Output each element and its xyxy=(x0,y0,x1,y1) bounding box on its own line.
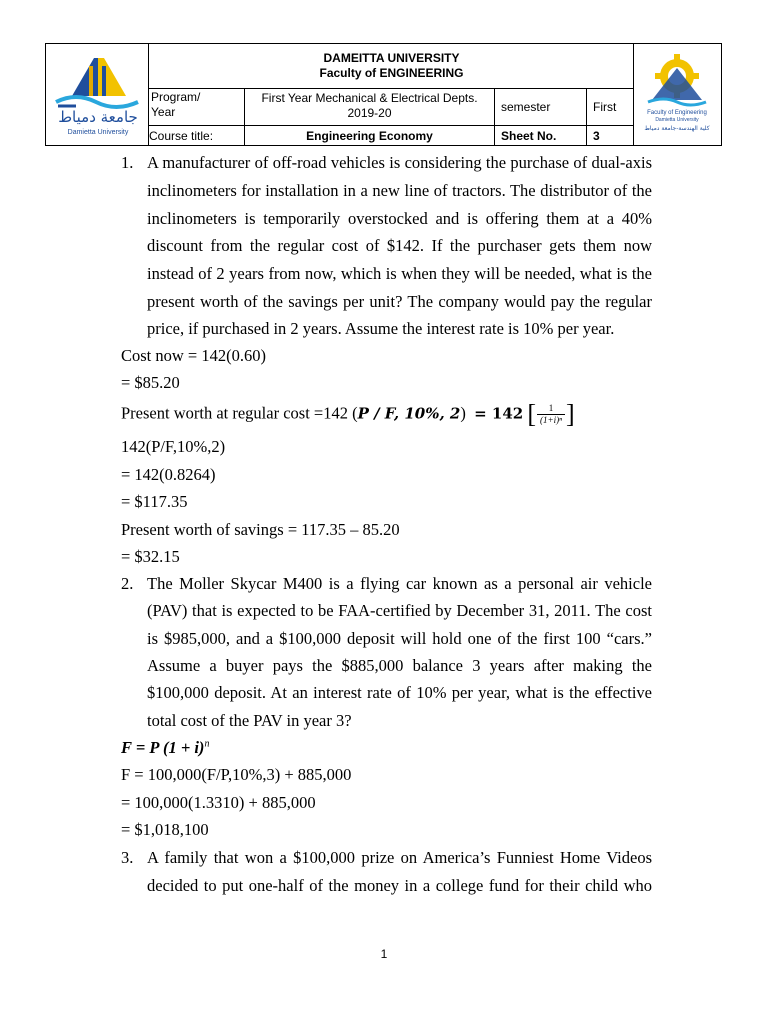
sheet-label: Sheet No. xyxy=(501,129,557,143)
question-line: is $985,000, and a $100,000 deposit will hold one of the first 100 “cars.” xyxy=(147,629,652,648)
solution-line: = $85.20 xyxy=(121,373,180,392)
table-divider xyxy=(586,88,587,145)
fraction-numerator: 1 xyxy=(537,403,565,415)
page-number: 1 xyxy=(380,947,388,961)
formula-exponent: n xyxy=(204,738,210,750)
svg-text:جامعة دمياط: جامعة دمياط xyxy=(58,108,138,126)
table-divider xyxy=(148,88,633,89)
fraction-denominator: (1+i)ⁿ xyxy=(540,415,562,425)
question-line: (PAV) that is expected to be FAA-certified by December 31, 2011. The cost xyxy=(147,601,652,620)
program-label: Program/ Year xyxy=(151,90,201,119)
solution-line: = $117.35 xyxy=(121,492,188,511)
program-value: First Year Mechanical & Electrical Depts. 2019-20 xyxy=(261,91,478,120)
formula-factor: P / F, 10%, 2 xyxy=(357,404,461,423)
question-line: present worth of the savings per unit? The company would pay the regular xyxy=(147,292,652,311)
formula-suffix: ) xyxy=(460,403,466,423)
svg-text:Damietta University: Damietta University xyxy=(655,117,699,123)
solution-line: Cost now = 142(0.60) xyxy=(121,346,266,365)
university-logo xyxy=(46,44,149,147)
question-number: 2. xyxy=(121,574,134,593)
solution-line: Present worth of savings = 117.35 – 85.20 xyxy=(121,520,400,539)
university-name: DAMEITTA UNIVERSITY xyxy=(323,51,460,65)
question-line: total cost of the PAV in year 3? xyxy=(147,711,352,730)
fp-formula xyxy=(121,738,209,758)
question-line: inclinometers is temporarily overstocked and is offering them at a 40% xyxy=(147,209,652,228)
faculty-logo xyxy=(634,44,721,147)
formula-prefix: Present worth at regular cost =142 ( xyxy=(121,403,358,423)
faculty-name: Faculty of ENGINEERING xyxy=(319,66,464,80)
svg-text:كلية الهندسة-جامعة دمياط: كلية الهندسة-جامعة دمياط xyxy=(644,125,710,132)
course-value: Engineering Economy xyxy=(306,129,433,143)
present-worth-formula-line xyxy=(121,399,575,429)
question-line: decided to put one-half of the money in a college fund for their child who xyxy=(147,876,652,895)
question-number: 1. xyxy=(121,153,134,172)
question-line: A manufacturer of off-road vehicles is considering the purchase of dual-axis xyxy=(147,153,652,172)
formula-eq: = 142 xyxy=(474,404,524,423)
question-line: price, if purchased in 2 years. Assume the interest rate is 10% per year. xyxy=(147,319,615,338)
formula-text: F = P (1 + i) xyxy=(121,738,205,757)
solution-line: = 142(0.8264) xyxy=(121,465,216,484)
svg-text:Faculty of Engineering: Faculty of Engineering xyxy=(647,110,707,116)
solution-line: = $32.15 xyxy=(121,547,180,566)
question-line: Assume a buyer pays the $885,000 balance 3 years after making the xyxy=(147,656,652,675)
question-line: instead of 2 years from now, which is when they will be needed, what is the xyxy=(147,264,652,283)
question-line: inclinometers for installation in a new line of tractors. The distributor of the xyxy=(147,181,652,200)
question-line: discount from the regular cost of $142. If the purchaser gets them now xyxy=(147,236,652,255)
question-line: A family that won a $100,000 prize on America’s Funniest Home Videos xyxy=(147,848,652,867)
course-label: Course title: xyxy=(149,129,214,143)
solution-line: = $1,018,100 xyxy=(121,820,209,839)
table-divider xyxy=(494,88,495,145)
question-line: The Moller Skycar M400 is a flying car known as a personal air vehicle xyxy=(147,574,652,593)
right-bracket: ] xyxy=(565,399,575,429)
left-bracket: [ xyxy=(527,399,537,429)
sheet-value: 3 xyxy=(593,129,600,143)
svg-text:Damietta University: Damietta University xyxy=(67,129,129,136)
solution-line: F = 100,000(F/P,10%,3) + 885,000 xyxy=(121,765,352,784)
university-title xyxy=(149,44,634,88)
fraction xyxy=(537,403,565,426)
header-table xyxy=(45,43,722,146)
question-line: $100,000 deposit. At an interest rate of 10% per year, what is the effective xyxy=(147,683,652,702)
solution-line: 142(P/F,10%,2) xyxy=(121,437,226,456)
solution-line: = 100,000(1.3310) + 885,000 xyxy=(121,793,316,812)
semester-value: First xyxy=(593,100,617,114)
semester-label: semester xyxy=(501,100,551,114)
question-number: 3. xyxy=(121,848,134,867)
